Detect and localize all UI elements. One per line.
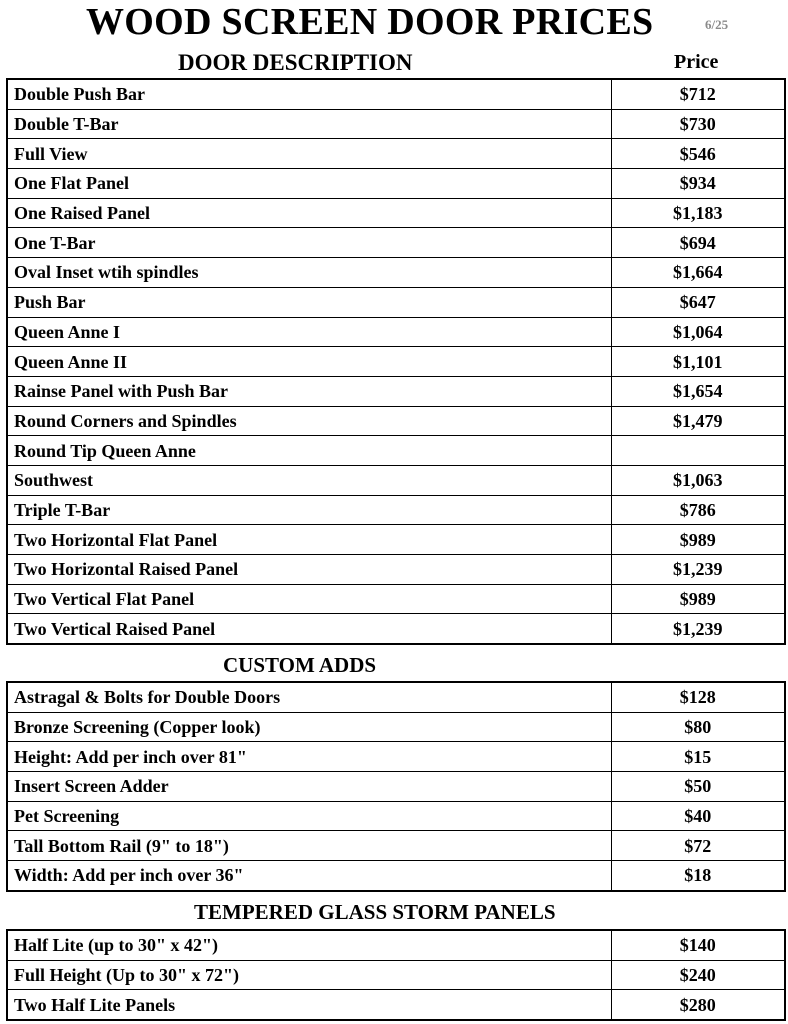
item-description: Bronze Screening (Copper look): [7, 712, 611, 742]
item-description: Queen Anne II: [7, 347, 611, 377]
item-price: $989: [611, 525, 785, 555]
storm-panels-table: [6, 929, 786, 1021]
item-price: $72: [611, 831, 785, 861]
item-description: Round Tip Queen Anne: [7, 436, 611, 466]
table-row: [7, 960, 785, 990]
custom-adds-table: [6, 681, 786, 892]
table-row: [7, 109, 785, 139]
item-price: $647: [611, 287, 785, 317]
item-price: $15: [611, 742, 785, 772]
table-row: [7, 495, 785, 525]
item-price: $18: [611, 861, 785, 891]
item-price: $40: [611, 801, 785, 831]
item-price: $1,239: [611, 614, 785, 644]
item-description: Astragal & Bolts for Double Doors: [7, 682, 611, 712]
item-price: $1,239: [611, 555, 785, 585]
item-price: $140: [611, 930, 785, 960]
item-price: $730: [611, 109, 785, 139]
item-price: [611, 436, 785, 466]
item-price: $1,664: [611, 258, 785, 288]
table-row: [7, 287, 785, 317]
item-description: Double T-Bar: [7, 109, 611, 139]
column-header-description: DOOR DESCRIPTION: [178, 50, 413, 75]
table-row: [7, 228, 785, 258]
storm-panels-title: TEMPERED GLASS STORM PANELS: [194, 900, 556, 924]
table-row: [7, 990, 785, 1020]
table-row: [7, 712, 785, 742]
item-description: Double Push Bar: [7, 79, 611, 109]
item-price: $280: [611, 990, 785, 1020]
item-price: $712: [611, 79, 785, 109]
item-price: $934: [611, 169, 785, 199]
item-price: $240: [611, 960, 785, 990]
item-description: Height: Add per inch over 81": [7, 742, 611, 772]
table-row: [7, 258, 785, 288]
table-row: [7, 525, 785, 555]
item-price: $546: [611, 139, 785, 169]
item-description: Pet Screening: [7, 801, 611, 831]
item-description: Full View: [7, 139, 611, 169]
item-description: Insert Screen Adder: [7, 772, 611, 802]
table-row: [7, 317, 785, 347]
item-description: Push Bar: [7, 287, 611, 317]
item-description: Southwest: [7, 465, 611, 495]
item-description: One T-Bar: [7, 228, 611, 258]
item-description: Triple T-Bar: [7, 495, 611, 525]
item-description: Oval Inset wtih spindles: [7, 258, 611, 288]
custom-adds-title: CUSTOM ADDS: [223, 653, 377, 677]
item-description: Two Horizontal Flat Panel: [7, 525, 611, 555]
table-row: [7, 930, 785, 960]
table-row: [7, 465, 785, 495]
title-row: [0, 0, 788, 44]
table-row: [7, 347, 785, 377]
table-row: [7, 682, 785, 712]
column-header-price: Price: [674, 51, 719, 73]
item-price: $786: [611, 495, 785, 525]
item-description: Full Height (Up to 30" x 72"): [7, 960, 611, 990]
table-row: [7, 169, 785, 199]
item-price: $1,101: [611, 347, 785, 377]
item-description: Round Corners and Spindles: [7, 406, 611, 436]
item-description: One Flat Panel: [7, 169, 611, 199]
item-price: $694: [611, 228, 785, 258]
table-row: [7, 831, 785, 861]
item-description: Half Lite (up to 30" x 42"): [7, 930, 611, 960]
item-description: Two Vertical Flat Panel: [7, 584, 611, 614]
table-row: [7, 861, 785, 891]
table-row: [7, 772, 785, 802]
item-description: Two Horizontal Raised Panel: [7, 555, 611, 585]
item-description: Two Half Lite Panels: [7, 990, 611, 1020]
table-row: [7, 436, 785, 466]
item-price: $989: [611, 584, 785, 614]
table-row: [7, 801, 785, 831]
table-row: [7, 198, 785, 228]
table-row: [7, 555, 785, 585]
item-price: $1,479: [611, 406, 785, 436]
item-description: Queen Anne I: [7, 317, 611, 347]
page-title: WOOD SCREEN DOOR PRICES: [86, 1, 654, 43]
table-row: [7, 376, 785, 406]
table-row: [7, 406, 785, 436]
item-description: Rainse Panel with Push Bar: [7, 376, 611, 406]
table-row: [7, 79, 785, 109]
table-row: [7, 584, 785, 614]
door-price-table: [6, 78, 786, 645]
item-price: $1,063: [611, 465, 785, 495]
table-row: [7, 742, 785, 772]
item-description: Tall Bottom Rail (9" to 18"): [7, 831, 611, 861]
item-description: Two Vertical Raised Panel: [7, 614, 611, 644]
item-price: $80: [611, 712, 785, 742]
table-row: [7, 614, 785, 644]
item-price: $1,183: [611, 198, 785, 228]
item-price: $1,654: [611, 376, 785, 406]
item-description: Width: Add per inch over 36": [7, 861, 611, 891]
item-description: One Raised Panel: [7, 198, 611, 228]
item-price: $50: [611, 772, 785, 802]
table-row: [7, 139, 785, 169]
item-price: $1,064: [611, 317, 785, 347]
revision-date: 6/25: [705, 17, 729, 32]
item-price: $128: [611, 682, 785, 712]
